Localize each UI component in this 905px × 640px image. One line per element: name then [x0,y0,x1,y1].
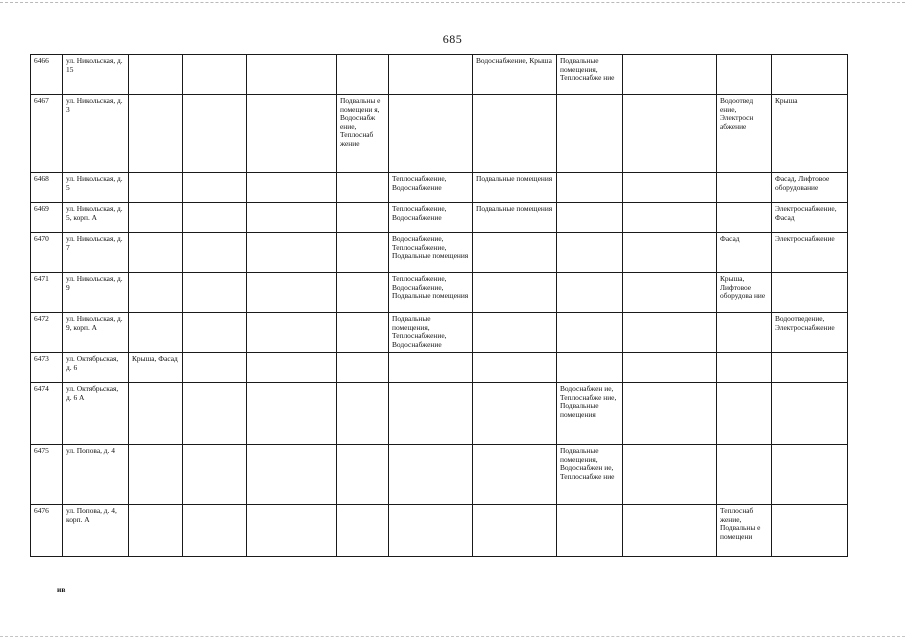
work-type-cell-c5 [389,505,473,557]
row-number-cell: 6467 [31,95,63,173]
row-number-cell: 6469 [31,203,63,233]
work-type-cell-c10: Электроснабжение, Фасад [772,203,848,233]
work-type-cell-c8 [623,55,717,95]
work-type-cell-c9 [717,55,772,95]
work-type-cell-c10: Фасад, Лифтовое оборудование [772,173,848,203]
work-type-cell-c6: Подвальные помещения [473,173,557,203]
work-type-cell-c1 [129,203,183,233]
work-type-cell-c1 [129,95,183,173]
work-type-cell-c3 [247,273,337,313]
work-type-cell-c2 [183,203,247,233]
work-type-cell-c10 [772,273,848,313]
address-cell: ул. Октябрьская, д. 6 [63,353,129,383]
table-row [31,273,848,313]
work-type-cell-c5 [389,445,473,505]
table-row [31,173,848,203]
work-type-cell-c6 [473,445,557,505]
work-type-cell-c6 [473,233,557,273]
table-row [31,95,848,173]
work-type-cell-c7 [557,173,623,203]
work-type-cell-c8 [623,383,717,445]
work-type-cell-c3 [247,383,337,445]
work-type-cell-c2 [183,273,247,313]
work-type-cell-c9 [717,173,772,203]
work-type-cell-c6 [473,313,557,353]
row-number-cell: 6472 [31,313,63,353]
address-cell: ул. Никольская, д. 9 [63,273,129,313]
table-row [31,353,848,383]
table-row [31,505,848,557]
work-type-cell-c2 [183,505,247,557]
work-type-cell-c8 [623,313,717,353]
work-type-cell-c8 [623,233,717,273]
work-type-cell-c8 [623,173,717,203]
footer-mark: ив [57,585,66,594]
work-type-cell-c10: Водоотведение, Электроснабжение [772,313,848,353]
work-type-cell-c5: Теплоснабжение, Водоснабжение [389,173,473,203]
address-cell: ул. Попова, д. 4 [63,445,129,505]
work-type-cell-c5 [389,383,473,445]
work-type-cell-c1 [129,505,183,557]
work-type-cell-c2 [183,353,247,383]
address-cell: ул. Октябрьская, д. 6 А [63,383,129,445]
work-type-cell-c8 [623,273,717,313]
row-number-cell: 6473 [31,353,63,383]
work-type-cell-c8 [623,353,717,383]
work-type-cell-c4 [337,313,389,353]
work-type-cell-c9: Фасад [717,233,772,273]
work-type-cell-c8 [623,505,717,557]
work-type-cell-c5: Водоснабжение, Теплоснабжение, Подвальные помещения [389,233,473,273]
work-type-cell-c7 [557,313,623,353]
work-type-cell-c2 [183,95,247,173]
work-type-cell-c1 [129,445,183,505]
scan-edge-bottom [0,636,905,637]
work-type-cell-c2 [183,383,247,445]
work-type-cell-c9 [717,313,772,353]
row-number-cell: 6476 [31,505,63,557]
address-cell: ул. Никольская, д. 9, корп. А [63,313,129,353]
row-number-cell: 6466 [31,55,63,95]
work-type-cell-c7 [557,353,623,383]
work-type-cell-c5 [389,353,473,383]
work-type-cell-c10 [772,445,848,505]
work-type-cell-c9: Водоотвед ение, Электросн абжение [717,95,772,173]
work-type-cell-c7: Водоснабжен ие, Теплоснабже ние, Подвальные помещения [557,383,623,445]
work-type-cell-c2 [183,55,247,95]
work-type-cell-c7 [557,95,623,173]
work-type-cell-c1 [129,313,183,353]
work-type-cell-c5 [389,95,473,173]
work-type-cell-c4 [337,173,389,203]
work-type-cell-c1: Крыша, Фасад [129,353,183,383]
work-type-cell-c6 [473,353,557,383]
page-number: 685 [442,32,463,46]
work-type-cell-c2 [183,233,247,273]
work-type-cell-c7 [557,273,623,313]
work-type-cell-c10: Крыша [772,95,848,173]
work-type-cell-c5: Теплоснабжение, Водоснабжение, Подвальные помещения [389,273,473,313]
work-type-cell-c10 [772,353,848,383]
work-type-cell-c7 [557,505,623,557]
work-type-cell-c4: Подвальны е помещени я, Водоснабж ение, Теплоснаб жение [337,95,389,173]
work-type-cell-c7 [557,203,623,233]
work-type-cell-c4 [337,273,389,313]
work-type-cell-c3 [247,203,337,233]
table-row [31,445,848,505]
work-type-cell-c1 [129,233,183,273]
work-type-cell-c7: Подвальные помещения, Теплоснабже ние [557,55,623,95]
address-cell: ул. Никольская, д. 3 [63,95,129,173]
table-row [31,383,848,445]
row-number-cell: 6474 [31,383,63,445]
work-type-cell-c3 [247,55,337,95]
work-type-cell-c9 [717,383,772,445]
work-type-cell-c4 [337,383,389,445]
work-type-cell-c4 [337,505,389,557]
work-type-cell-c6: Подвальные помещения [473,203,557,233]
table-row [31,55,848,95]
work-type-cell-c1 [129,273,183,313]
table-row [31,233,848,273]
work-type-cell-c6 [473,383,557,445]
work-type-cell-c9: Теплоснаб жение, Подвальны е помещени [717,505,772,557]
table-row [31,203,848,233]
work-type-cell-c1 [129,383,183,445]
work-type-cell-c5: Теплоснабжение, Водоснабжение [389,203,473,233]
address-cell: ул. Никольская, д. 5 [63,173,129,203]
work-type-cell-c10 [772,383,848,445]
work-type-cell-c8 [623,95,717,173]
work-type-cell-c6 [473,273,557,313]
work-type-cell-c6 [473,505,557,557]
work-type-cell-c3 [247,173,337,203]
work-type-cell-c1 [129,55,183,95]
work-type-cell-c9: Крыша, Лифтовое оборудова ние [717,273,772,313]
work-type-cell-c7 [557,233,623,273]
work-type-cell-c8 [623,203,717,233]
work-type-cell-c5 [389,55,473,95]
address-cell: ул. Никольская, д. 15 [63,55,129,95]
work-type-cell-c4 [337,353,389,383]
address-cell: ул. Никольская, д. 7 [63,233,129,273]
address-cell: ул. Попова, д. 4, корп. А [63,505,129,557]
work-type-cell-c10: Электроснабжение [772,233,848,273]
row-number-cell: 6468 [31,173,63,203]
work-type-cell-c2 [183,445,247,505]
work-type-cell-c3 [247,95,337,173]
work-type-cell-c7: Подвальные помещения, Водоснабжен ие, Теплоснабже ние [557,445,623,505]
row-number-cell: 6475 [31,445,63,505]
work-type-cell-c4 [337,55,389,95]
work-type-cell-c4 [337,203,389,233]
row-number-cell: 6471 [31,273,63,313]
work-type-cell-c10 [772,505,848,557]
work-type-cell-c9 [717,353,772,383]
row-number-cell: 6470 [31,233,63,273]
work-type-cell-c6: Водоснабжение, Крыша [473,55,557,95]
work-type-cell-c9 [717,445,772,505]
work-type-cell-c3 [247,353,337,383]
work-type-cell-c3 [247,233,337,273]
work-type-cell-c2 [183,313,247,353]
work-type-cell-c1 [129,173,183,203]
work-type-cell-c5: Подвальные помещения, Теплоснабжение, Водоснабжение [389,313,473,353]
table-row [31,313,848,353]
work-type-cell-c3 [247,445,337,505]
work-type-cell-c2 [183,173,247,203]
work-type-cell-c4 [337,233,389,273]
work-type-cell-c8 [623,445,717,505]
work-type-cell-c6 [473,95,557,173]
scan-edge-top [0,2,905,3]
address-cell: ул. Никольская, д. 5, корп. А [63,203,129,233]
work-type-cell-c9 [717,203,772,233]
work-type-cell-c3 [247,505,337,557]
work-type-cell-c3 [247,313,337,353]
work-type-cell-c10 [772,55,848,95]
work-type-cell-c4 [337,445,389,505]
repair-schedule-table [30,54,848,557]
